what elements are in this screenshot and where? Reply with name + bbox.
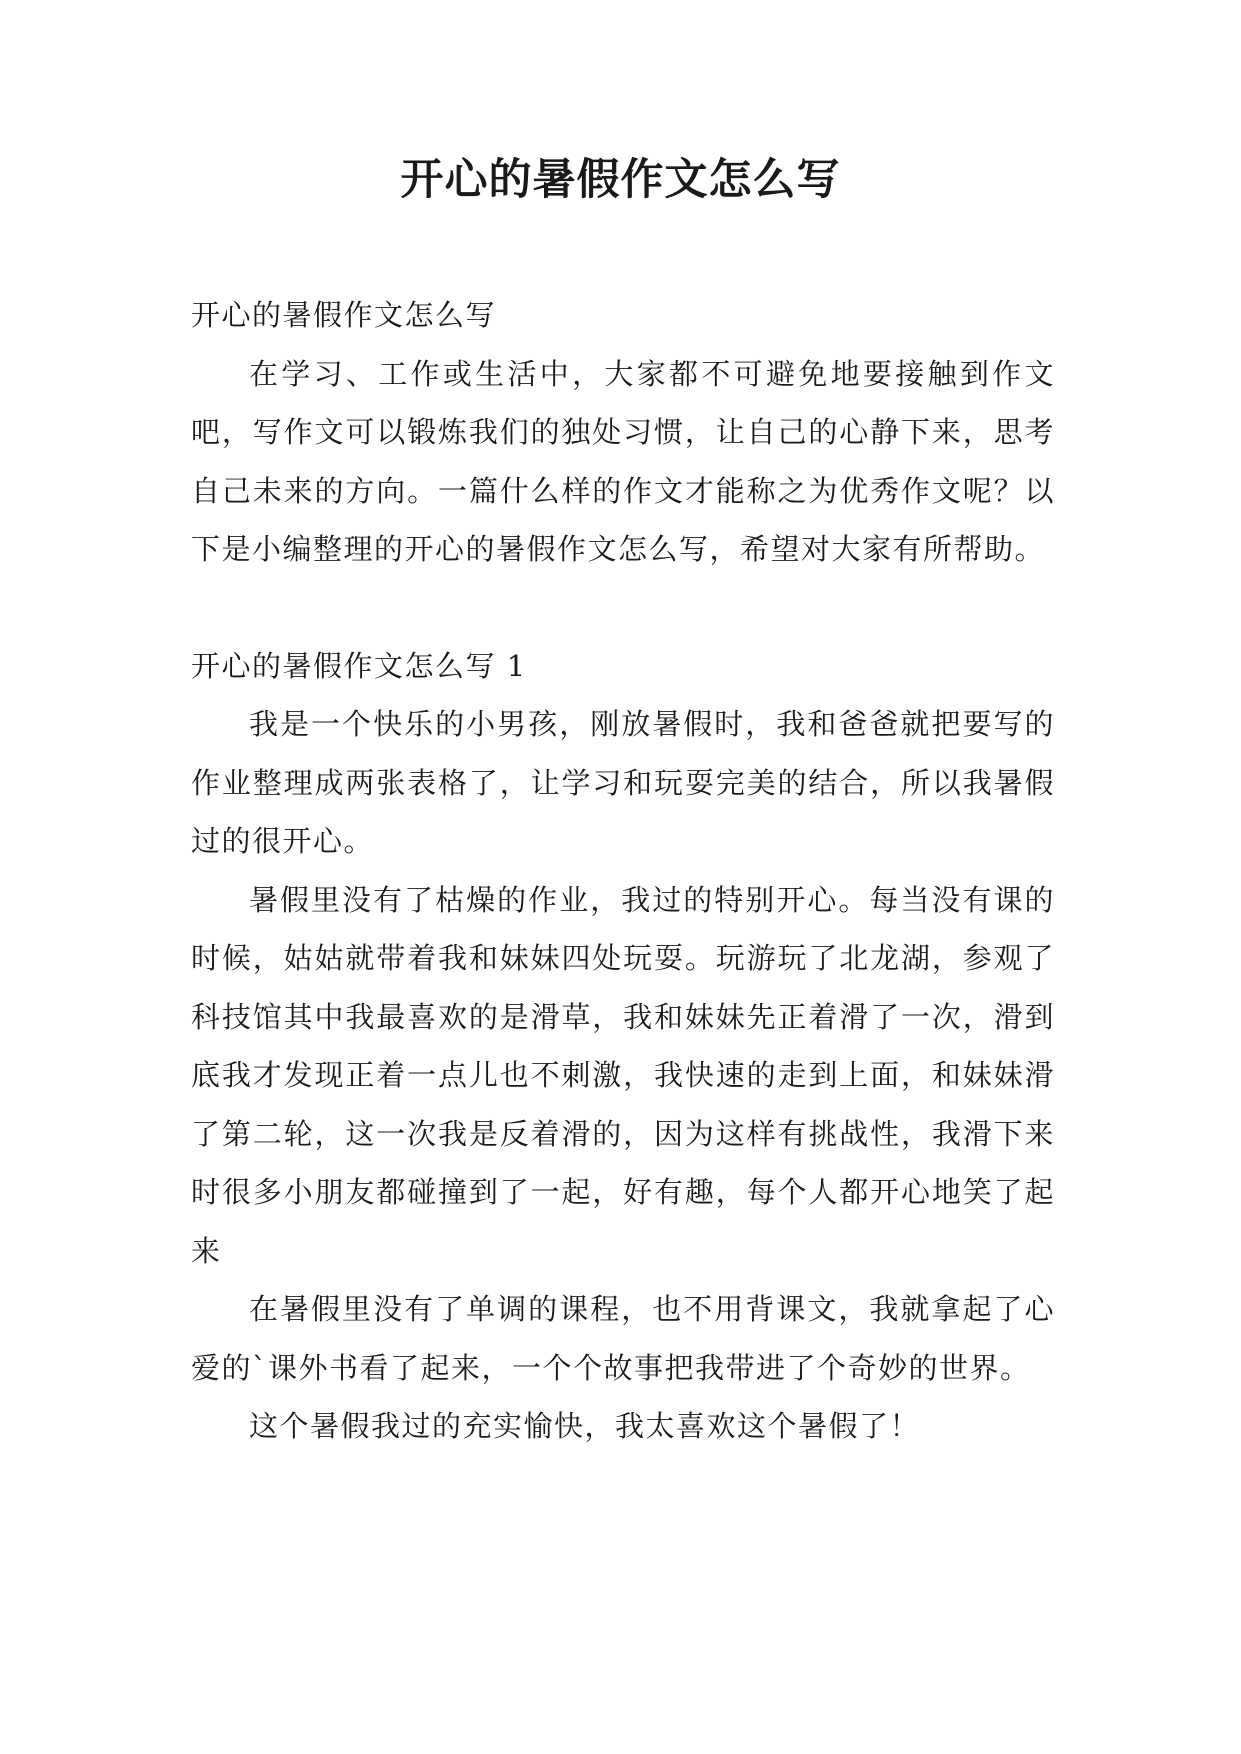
document-body — [191, 286, 1055, 1456]
section-heading-1: 开心的暑假作文怎么写 1 — [191, 648, 527, 683]
essay-paragraph-4: 这个暑假我过的充实愉快，我太喜欢这个暑假了！ — [249, 1409, 921, 1443]
essay-paragraph-2: 暑假里没有了枯燥的作业，我过的特别开心。每当没有课的时候，姑姑就带着我和妹妹四处玩耍。玩游玩了北龙湖，参观了科技馆其中我最喜欢的是滑草，我和妹妹先正着滑了一次，滑到底我才发现正着一点儿也不刺激，我快速的走到上面，和妹妹滑了第二轮，这一次我是反着滑的，因为这样有挑战性，我滑下来时很多小朋友都碰撞到了一起，好有趣，每个人都开心地笑了起来 — [191, 882, 1055, 1268]
intro-heading: 开心的暑假作文怎么写 — [191, 298, 497, 332]
intro-paragraph: 在学习、工作或生活中，大家都不可避免地要接触到作文吧，写作文可以锻炼我们的独处习惯，让自己的心静下来，思考自己未来的方向。一篇什么样的作文才能称之为优秀作文呢？以下是小编整理的开心的暑假作文怎么写，希望对大家有所帮助。 — [191, 356, 1055, 566]
section-spacer — [191, 579, 1055, 637]
essay-paragraph-3: 在暑假里没有了单调的课程，也不用背课文，我就拿起了心爱的`课外书看了起来，一个个故事把我带进了个奇妙的世界。 — [191, 1292, 1055, 1385]
document-title: 开心的暑假作文怎么写 — [400, 155, 841, 205]
essay-paragraph-1: 我是一个快乐的小男孩，刚放暑假时，我和爸爸就把要写的作业整理成两张表格了，让学习和玩耍完美的结合，所以我暑假过的很开心。 — [191, 707, 1055, 858]
